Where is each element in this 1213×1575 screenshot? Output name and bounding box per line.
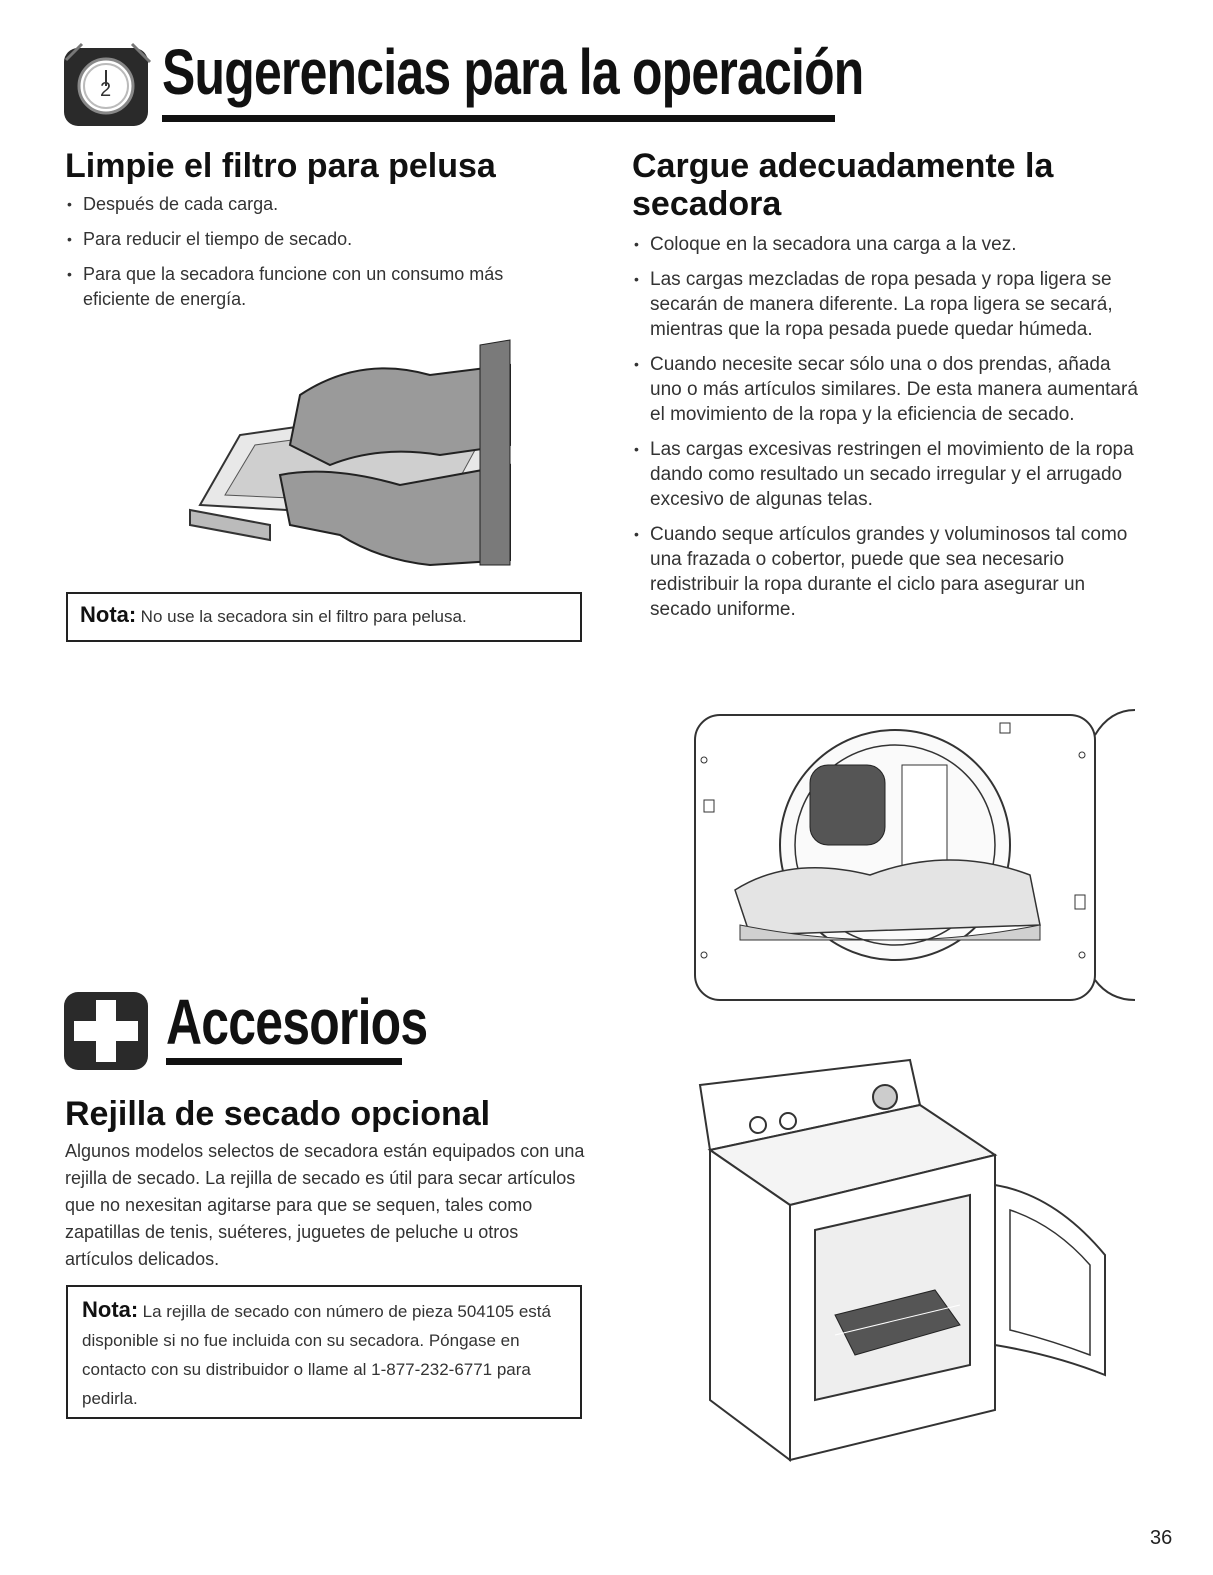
lint-heading: Limpie el filtro para pelusa xyxy=(65,147,496,185)
rack-body: Algunos modelos selectos de secadora están equipados con una rejilla de secado. La rejilla de secado es útil para secar artículos que no nexesitan agitarse para que se sequen, tales como zapatillas de tenis, suéteres, juguetes de peluche u otros artículos delicados. xyxy=(65,1141,585,1269)
note-text: La rejilla de secado con número de pieza 504105 está disponible si no fue incluida con su secadora. Póngase en contacto con su distribuidor o llame al 1-877-232-6771 para pedirla. xyxy=(82,1302,551,1408)
dryer-drum-illustration xyxy=(690,705,1135,1005)
plus-icon xyxy=(62,990,150,1072)
note-label: Nota: xyxy=(82,1297,139,1322)
rack-note-box xyxy=(66,1285,582,1419)
accessories-title: Accesorios xyxy=(166,986,428,1058)
title-underline xyxy=(162,115,835,122)
clock-icon xyxy=(62,40,152,130)
lint-bullet-list xyxy=(65,192,575,322)
lint-note-box xyxy=(66,592,582,642)
accessories-underline xyxy=(166,1058,402,1065)
page-title: Sugerencias para la operación xyxy=(162,36,864,108)
svg-text:2: 2 xyxy=(100,79,112,101)
list-item: • Cuando seque artículos grandes y voluminosos tal como una frazada o cobertor, puede que sea necesario redistribuir la ropa durante el ciclo para asegurar un secado uniforme. xyxy=(632,522,1147,622)
list-item: • Las cargas mezcladas de ropa pesada y ropa ligera se secarán de manera diferente. La ropa ligera se secará, mientras que la ropa pesada puede quedar húmeda. xyxy=(632,267,1147,342)
note-label: Nota: xyxy=(80,602,137,627)
list-item: • Cuando necesite secar sólo una o dos prendas, añada uno o más artículos similares. De esta manera aumentará el movimiento de la ropa y la eficiencia de secado. xyxy=(632,352,1147,427)
load-heading: Cargue adecuadamente la secadora xyxy=(632,147,1054,223)
list-item: • Después de cada carga. xyxy=(65,192,575,217)
list-item: • Para reducir el tiempo de secado. xyxy=(65,227,575,252)
note-text: No use la secadora sin el filtro para pelusa. xyxy=(140,607,467,626)
list-item: • Coloque en la secadora una carga a la vez. xyxy=(632,232,1147,257)
list-item: • Para que la secadora funcione con un consumo más eficiente de energía. xyxy=(65,262,575,312)
page-number: 36 xyxy=(1150,1527,1173,1549)
list-item: • Las cargas excesivas restringen el movimiento de la ropa dando como resultado un secado irregular y el arrugado excesivo de algunas telas. xyxy=(632,437,1147,512)
lint-filter-illustration xyxy=(180,335,515,575)
load-bullet-list xyxy=(632,232,1147,632)
dryer-with-rack-illustration xyxy=(695,1055,1120,1475)
rack-heading: Rejilla de secado opcional xyxy=(65,1095,491,1133)
